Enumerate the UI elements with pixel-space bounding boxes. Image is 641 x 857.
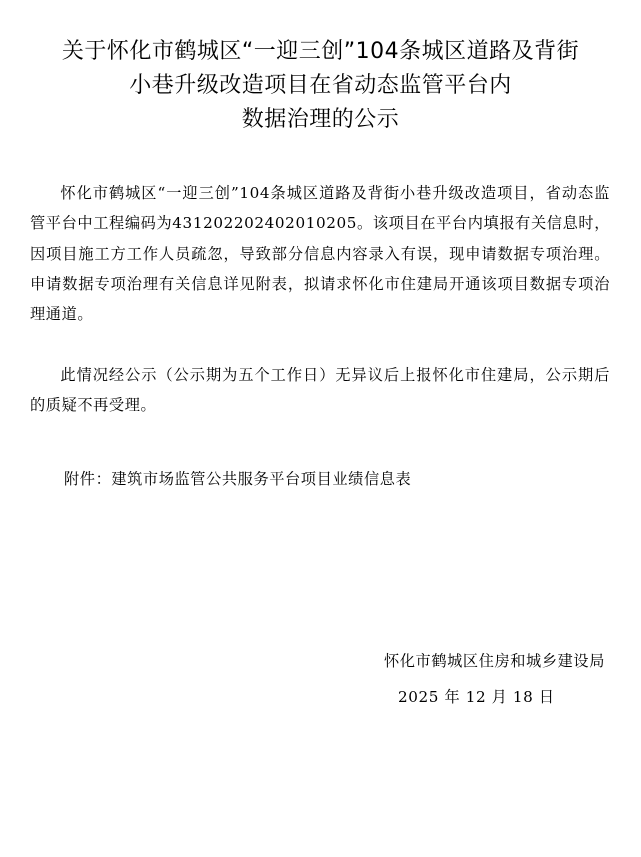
document-title-line-1: 关于怀化市鹤城区“一迎三创”104条城区道路及背街 <box>61 39 580 64</box>
issue-date: 2025 年 12 月 18 日 <box>398 688 555 706</box>
issuing-organization: 怀化市鹤城区住房和城乡建设局 <box>383 652 605 670</box>
attachment-note: 附件：建筑市场监管公共服务平台项目业绩信息表 <box>64 470 412 488</box>
document-title-line-2: 小巷升级改造项目在省动态监管平台内 <box>129 73 512 98</box>
document-title-line-3: 数据治理的公示 <box>241 107 400 132</box>
body-paragraph-1: 怀化市鹤城区“一迎三创”104条城区道路及背街小巷升级改造项目，省动态监管平台中工程编码为431202202402010205。该项目在平台内填报有关信息时，因项目施工方工作人员疏忽，导致部分信息内容录入有误，现申请数据专项治理。申请数据专项治理有关信息详见附表，拟请求怀化市住建局开通该项目数据专项治理通道。 <box>30 184 610 324</box>
body-paragraph-2: 此情况经公示（公示期为五个工作日）无异议后上报怀化市住建局，公示期后的质疑不再受理。 <box>30 366 610 415</box>
